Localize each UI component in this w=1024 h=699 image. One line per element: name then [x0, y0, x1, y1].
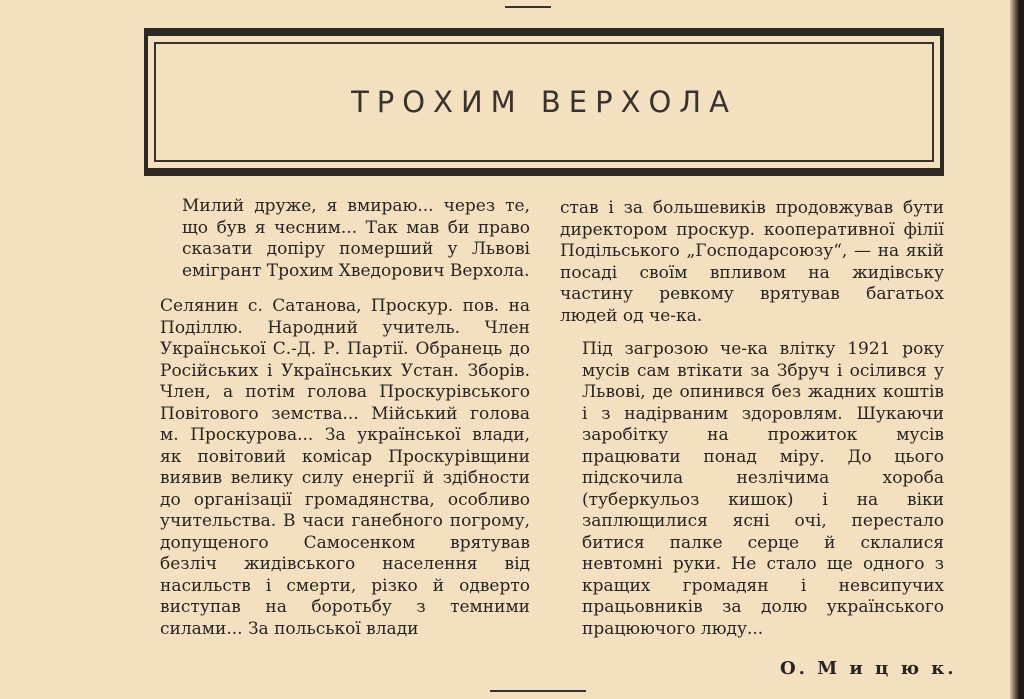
left-paragraph-1: Милий друже, я вмираю... через те, що був я чесним... Так мав би право сказати допіру померший у Львові емігрант Трохим Хведорович Верхола. — [182, 196, 530, 281]
right-column — [560, 198, 944, 640]
right-paragraph-2: Під загрозою че-ка влітку 1921 року мусів сам втікати за Збруч і осілився у Львові, де опинився без жадних коштів і з надірваним здоровлям. Шукаючи заробітку на прожиток мусів працювати понад міру. До цього підскочила незлічима хороба (туберкульоз кишок) і на віки заплющилися ясні очі, перестало битися палке серце й склалися невтомні руки. Не стало ще одного з кращих громадян і невсипучих працьовників за долю українського працюючого люду... — [582, 339, 944, 639]
top-divider — [505, 6, 551, 8]
left-paragraph-2: Селянин с. Сатанова, Проскур. пов. на Поділлю. Народний учитель. Член Української С.-Д. Р. Партії. Обранець до Російських і Українських Устан. Зборів. Член, а потім голова Проскурівського Повітового земства... Мійський голова м. Проскурова... За української влади, як повітовий комісар Проскурівщини виявив велику силу енергії й здібности до організації громадянства, особливо учительства. В часи ганебного погрому, допущеного Самосенком врятував безліч жидівського населення від насильств і смерти, різко й одверто виступав на боротьбу з темними силами... За польської влади — [160, 296, 530, 639]
left-column — [160, 196, 530, 640]
page-binding-edge — [1010, 0, 1024, 699]
right-paragraph-1: став і за большевиків продовжував бути директором проскур. кооперативної філії Подільського „Господарсоюзу“, — на якій посаді своїм впливом на жидівську частину ревкому врятував багатьох людей од че-ка. — [560, 198, 944, 326]
title-inner-border — [154, 42, 934, 162]
author-signature: О. М и ц ю к. — [780, 658, 957, 679]
article-title: ТРОХИМ ВЕРХОЛА — [351, 85, 737, 119]
bottom-divider — [490, 690, 586, 692]
title-frame — [144, 28, 944, 176]
